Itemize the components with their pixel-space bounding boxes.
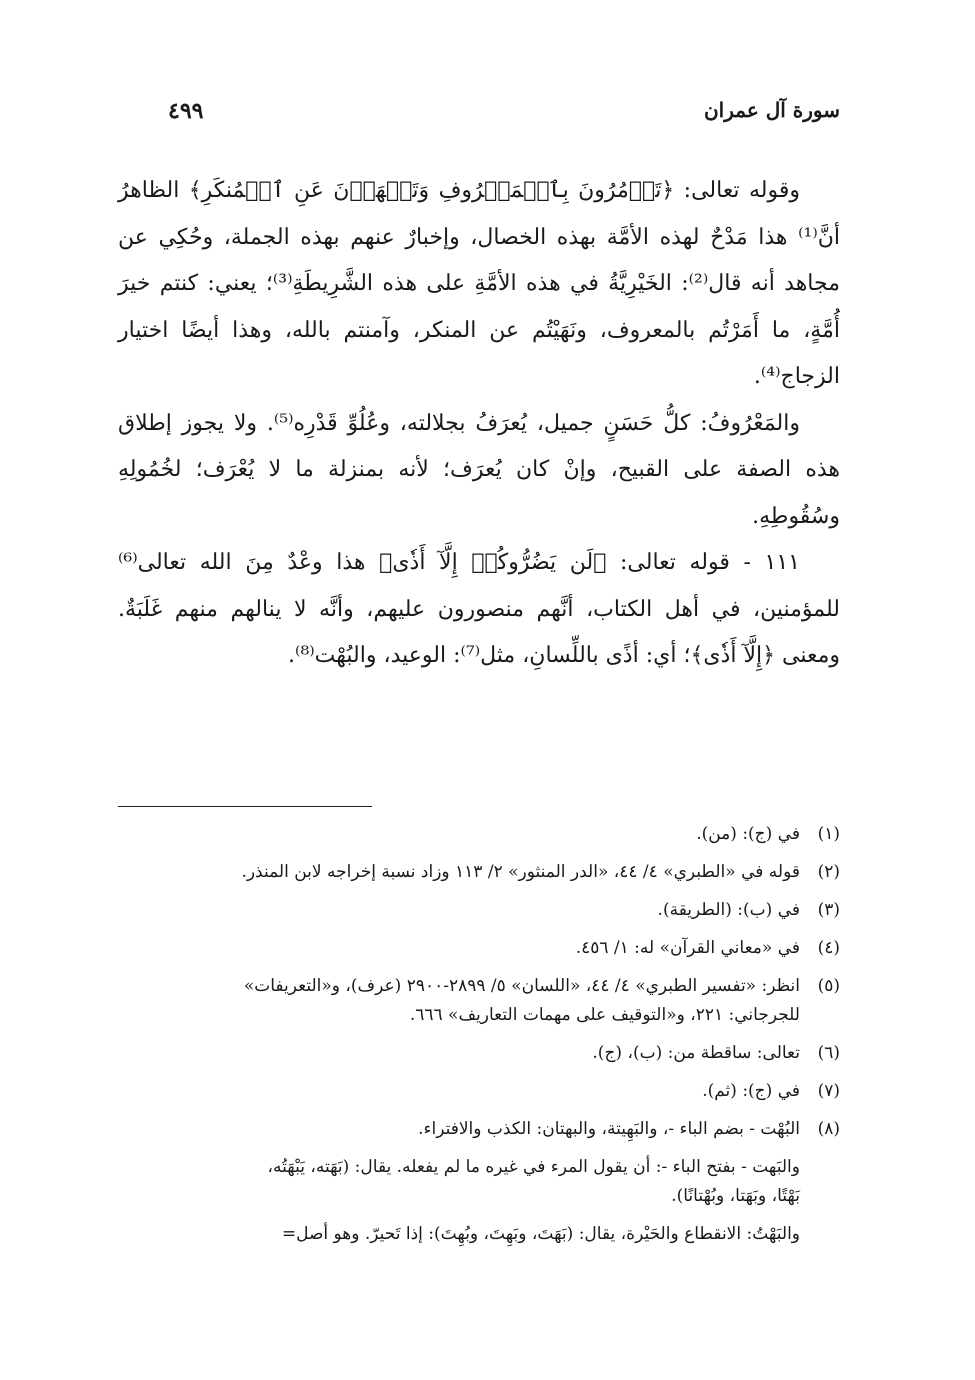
footnote-number: (٥): [817, 976, 840, 996]
footnote-line: والبَهت - بفتح الباء -: أن يقول المرء في غيره ما لم يفعله. يقال: (بَهَته، يَبْهَتُه،: [267, 1157, 800, 1177]
footnote: [118, 972, 840, 1030]
footnote-text: في «معاني القرآن» له: ١/ ٤٥٦.: [575, 938, 800, 958]
footnote-text: قوله في «الطبري» ٤/ ٤٤، «الدر المنثور» ٢/ ١١٣ وزاد نسبة إخراجه لابن المنذر.: [241, 862, 800, 882]
footnote-number: (٨): [817, 1119, 840, 1139]
footnote-number: (٤): [817, 938, 840, 958]
footnote-text: [118, 972, 800, 1030]
footnote-number: (٧): [817, 1081, 840, 1101]
footnote-separator: [118, 806, 372, 807]
paragraph: وقوله تعالى: ﴿تَأۡمُرُونَ بِٱلۡمَعۡرُوفِ وَتَنۡهَوۡنَ عَنِ ٱلۡمُنكَرِ﴾ الظاهرُ أنَّ⁽¹⁾ هذا مَدْحٌ لهذه الأمَّة بهذه الخصال، وإخبارٌ عنهم بهذه الجملة، وحُكِي عن مجاهد أنه قال⁽²⁾: الخَيْرِيَّةُ في هذه الأمَّةِ على هذه الشَّرِيطَةِ⁽³⁾؛ يعني: كنتم خيرَ أُمَّةٍ، ما أَمَرْتُم بالمعروف، ونَهَيْتُم عن المنكر، وآمنتم بالله، وهذا أيضًا اختيار الزجاج⁽⁴⁾.: [118, 178, 840, 389]
footnote-text: في (ج): (ثم).: [702, 1081, 800, 1101]
paragraph: ١١١ - قوله تعالى: ﴿لَن يَضُرُّوكُمۡ إِلَّآ أَذٗى﴾ هذا وعْدٌ مِنَ الله تعالى⁽⁶⁾ للمؤمنين، في أهل الكتاب، أنَّهم منصورون عليهم، وأنَّه لا ينالهم منهم غَلَبَةٌ. ومعنى ﴿إِلَّآ أَذٗى﴾؛ أي: أذًى باللِّسانِ، مثل⁽⁷⁾: الوعيد، والبُهْت⁽⁸⁾.: [118, 550, 840, 668]
footnotes: [118, 820, 840, 1258]
running-head-title: سورة آل عمران: [703, 98, 840, 122]
footnote-text: تعالى: ساقطة من: (ب)، (ج).: [592, 1043, 800, 1063]
footnote: [118, 820, 840, 849]
footnote-line: بَهْتًا، وبَهَتا، وبُهْتانًا).: [671, 1186, 800, 1206]
book-page: [118, 0, 840, 1380]
footnote: [118, 896, 840, 925]
footnote-number: (٣): [817, 900, 840, 920]
page-number: ٤٩٩: [168, 98, 204, 124]
footnote: [118, 858, 840, 887]
footnote: [118, 1039, 840, 1068]
footnote-continuation: [118, 1220, 840, 1249]
footnote: [118, 1077, 840, 1106]
footnote-line: والبَهْتُ: الانقطاع والحَيْرة، يقال: (بَهَتَ، وبَهِتَ، وبُهِتَ): إذا تَحيرّ. وهو أصل=: [281, 1224, 800, 1244]
footnote-continuation: [118, 1153, 840, 1211]
footnote-line: انظر: «تفسير الطبري» ٤/ ٤٤، «اللسان» ٥/ ٢٨٩٩-٢٩٠٠ (عرف)، و«التعريفات»: [243, 976, 800, 996]
footnote-number: (٢): [817, 862, 840, 882]
footnote-line: للجرجاني: ٢٢١، و«التوقيف على مهمات التعاريف» ٦٦٦.: [409, 1005, 800, 1025]
footnote-text: البُهْت - بضم الباء -، والبَهِيتة، والبهتان: الكذب والافتراء.: [418, 1119, 800, 1139]
footnote-number: (٦): [817, 1043, 840, 1063]
footnote-text: في (ب): (الطريقة).: [657, 900, 800, 920]
footnote: [118, 934, 840, 963]
footnote-number: (١): [817, 824, 840, 844]
paragraph: والمَعْرُوفُ: كلُّ حَسَنٍ جميل، يُعرَفُ بجلالته، وعُلُوِّ قَدْرِه⁽⁵⁾. ولا يجوز إطلاق هذه الصفة على القبيح، وإنْ كان يُعرَف؛ لأنه بمنزلة ما لا يُعْرَف؛ لخُمُولِهِ وسُقُوطِهِ.: [118, 410, 840, 529]
page-header: [118, 98, 840, 134]
footnote-text: في (ج): (من).: [696, 824, 800, 844]
main-text: [118, 168, 840, 680]
footnote: [118, 1115, 840, 1144]
